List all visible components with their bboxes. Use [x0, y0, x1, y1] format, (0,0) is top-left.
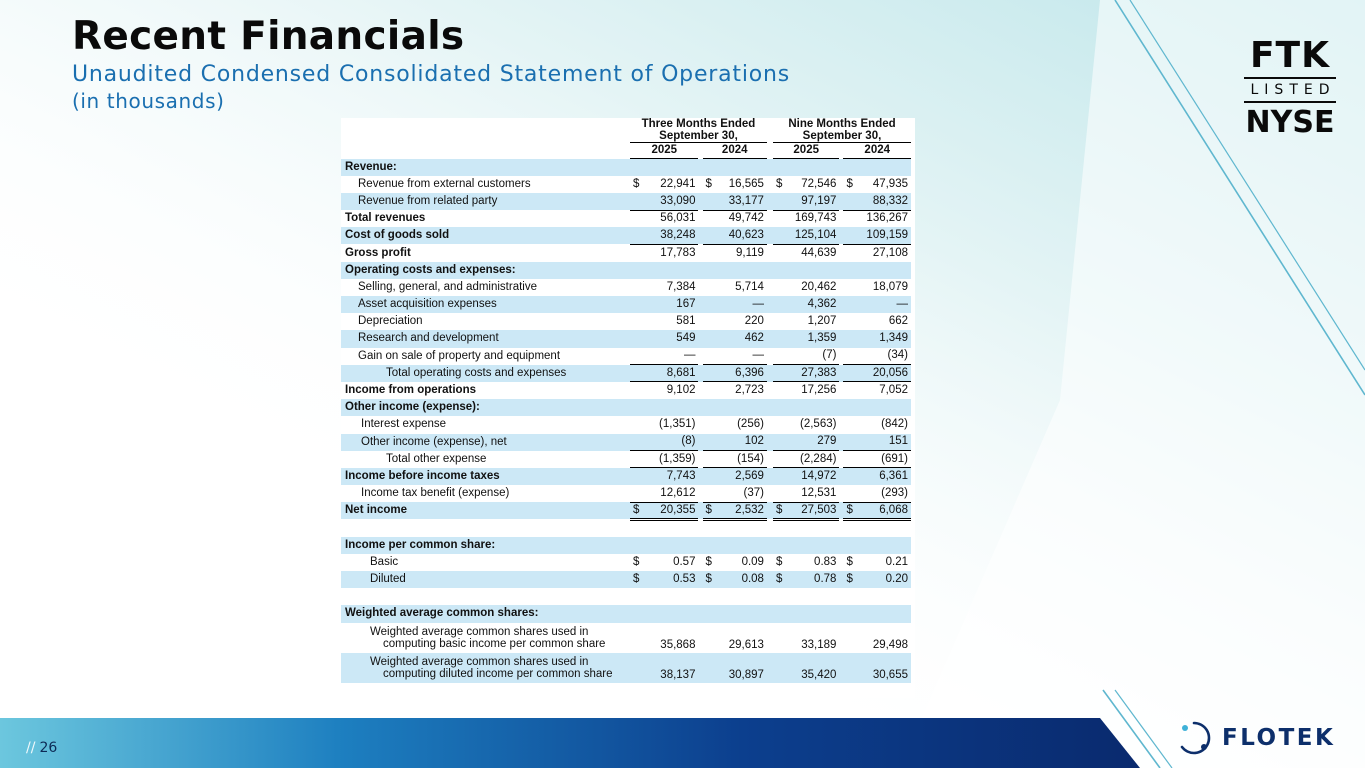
ticker-text: FTK [1249, 35, 1331, 76]
section-label: Weighted average common shares: [341, 605, 911, 622]
table-row [341, 416, 911, 433]
table-row [341, 653, 911, 683]
table-row [341, 210, 911, 227]
slide-subtitle: Unaudited Condensed Consolidated Statement of Operations [72, 62, 791, 87]
currency-sign: $ [846, 555, 853, 568]
header-text: September 30, [802, 130, 882, 142]
value-text: 0.20 [885, 573, 908, 586]
value-cell: 4,362 [773, 296, 839, 313]
table-row [341, 623, 911, 653]
value-text: 47,935 [872, 177, 908, 190]
row-label: Other income (expense), net [341, 434, 630, 451]
value-cell: 2,569 [703, 468, 767, 485]
table-row [341, 262, 911, 279]
value-cell: 279 [773, 434, 839, 451]
row-label: Research and development [341, 330, 630, 347]
currency-sign: $ [775, 503, 783, 516]
value-cell [773, 571, 839, 588]
currency-sign: $ [775, 573, 783, 586]
section-label: Income per common share: [341, 537, 911, 554]
value-text: 0.09 [741, 555, 764, 568]
currency-sign: $ [705, 503, 712, 516]
value-cell: 88,332 [843, 193, 911, 210]
value-cell: 49,742 [703, 210, 767, 227]
table-row [341, 279, 911, 296]
value-cell: 136,267 [843, 210, 911, 227]
value-cell: 27,383 [773, 365, 839, 382]
value-cell: 18,079 [872, 280, 908, 293]
value-text: 0.53 [673, 573, 696, 586]
value-text: 0.57 [673, 555, 696, 568]
row-label-line: computing diluted income per common share [383, 667, 613, 680]
value-cell: 40,623 [703, 227, 767, 244]
value-cell: 1,359 [773, 330, 839, 347]
flotek-mark-icon [1176, 720, 1212, 756]
currency-sign: $ [775, 555, 783, 568]
table-row [341, 244, 911, 261]
value-cell: 8,681 [630, 365, 698, 382]
row-label [341, 653, 630, 683]
value-cell: 169,743 [773, 210, 839, 227]
table-row [341, 330, 911, 347]
table-row [341, 468, 911, 485]
section-label: Other income (expense): [341, 399, 911, 416]
value-cell: (2,563) [800, 418, 837, 431]
listed-text: LISTED [1250, 82, 1336, 98]
currency-sign: $ [775, 177, 783, 190]
value-cell: 581 [676, 315, 696, 328]
value-cell [843, 554, 911, 571]
table-row [341, 227, 911, 244]
value-cell: (842) [881, 418, 908, 431]
table-header-row [341, 118, 911, 143]
value-cell: 33,090 [630, 193, 698, 210]
value-cell: (256) [737, 418, 764, 431]
value-cell: (154) [703, 451, 767, 468]
currency-sign: $ [633, 503, 640, 516]
value-text: 72,546 [801, 177, 837, 190]
row-label: Interest expense [361, 418, 447, 431]
row-label: Revenue from external customers [358, 177, 531, 190]
spacer-row [341, 519, 911, 536]
currency-sign: $ [705, 177, 712, 190]
value-cell: 29,498 [872, 638, 908, 651]
value-cell: 1,349 [843, 330, 911, 347]
value-cell [843, 571, 911, 588]
row-label: Depreciation [358, 315, 423, 328]
value-cell: 125,104 [773, 227, 839, 244]
value-cell: 2,723 [703, 382, 767, 399]
value-cell [630, 502, 698, 519]
value-cell: — [752, 349, 764, 362]
value-cell: 56,031 [630, 210, 698, 227]
page-number [26, 740, 57, 756]
value-cell: 33,189 [801, 638, 837, 651]
value-cell: 9,102 [630, 382, 698, 399]
value-text: 22,941 [660, 177, 696, 190]
value-cell: 151 [843, 434, 911, 451]
header-nine-months [773, 118, 911, 143]
row-label-line: computing basic income per common share [383, 637, 606, 650]
table-row [341, 296, 911, 313]
row-label-line: Weighted average common shares used in [370, 625, 589, 638]
value-cell: 5,714 [735, 280, 764, 293]
value-cell: 30,897 [703, 653, 767, 683]
value-cell: (37) [743, 486, 764, 499]
brand-name: FLOTEK [1222, 725, 1336, 751]
financial-table [341, 118, 911, 683]
page-number-text: 26 [39, 740, 58, 756]
units-note: (in thousands) [72, 89, 225, 113]
header-text: September 30, [659, 130, 738, 142]
value-cell: 29,613 [728, 638, 764, 651]
value-cell: 462 [703, 330, 767, 347]
table-row [341, 176, 911, 193]
value-text: 27,503 [801, 503, 837, 516]
value-cell: 109,159 [843, 227, 911, 244]
statement-of-operations-table [341, 118, 915, 698]
value-cell [773, 502, 839, 519]
row-label: Gross profit [345, 246, 411, 259]
value-cell: (34) [887, 349, 908, 362]
table-row [341, 382, 911, 399]
value-cell: 12,612 [660, 486, 696, 499]
table-row [341, 348, 911, 365]
currency-sign: $ [846, 177, 853, 190]
table-row [341, 571, 911, 588]
currency-sign: $ [633, 573, 640, 586]
currency-sign: $ [846, 503, 853, 516]
row-label: Total revenues [345, 212, 426, 225]
value-cell: (691) [843, 451, 911, 468]
row-label: Income from operations [345, 384, 476, 397]
row-label: Selling, general, and administrative [358, 280, 537, 293]
value-cell [630, 176, 698, 193]
value-cell: 97,197 [773, 193, 839, 210]
value-cell: 7,743 [630, 468, 698, 485]
value-cell [630, 571, 698, 588]
flotek-logo [1176, 716, 1356, 760]
table-row [341, 502, 911, 519]
row-label: Asset acquisition expenses [341, 296, 630, 313]
row-label-line: Weighted average common shares used in [370, 655, 589, 668]
value-cell: 35,420 [773, 653, 839, 683]
value-cell: (2,284) [773, 451, 839, 468]
currency-sign: $ [633, 177, 640, 190]
row-label: Net income [341, 502, 630, 519]
value-cell [703, 502, 767, 519]
value-cell [773, 176, 839, 193]
value-cell: 7,384 [666, 280, 696, 293]
value-cell: — [683, 349, 696, 362]
badge-divider [1244, 101, 1336, 103]
table-row [341, 554, 911, 571]
value-cell: 38,137 [630, 653, 698, 683]
year-header-row [341, 143, 911, 159]
header-text: Nine Months Ended [788, 118, 896, 130]
currency-sign: $ [846, 573, 853, 586]
row-label: Total operating costs and expenses [341, 365, 630, 382]
value-text: 0.08 [741, 573, 764, 586]
table-row [341, 485, 911, 502]
value-text: 16,565 [728, 177, 764, 190]
value-cell: 1,207 [807, 315, 837, 328]
value-cell: (293) [881, 486, 908, 499]
table-row [341, 159, 911, 176]
page-marker: // [26, 740, 36, 756]
currency-sign: $ [705, 573, 712, 586]
value-cell [843, 176, 911, 193]
section-label: Revenue: [341, 159, 911, 176]
value-cell: 167 [630, 296, 698, 313]
value-cell [703, 554, 767, 571]
value-cell: (7) [822, 349, 837, 362]
value-cell [773, 554, 839, 571]
year-header: 2024 [703, 143, 767, 159]
row-label: Diluted [341, 571, 630, 588]
table-row [341, 451, 911, 468]
value-cell: 7,052 [843, 382, 911, 399]
value-cell: 30,655 [843, 653, 911, 683]
value-cell: 220 [744, 315, 764, 328]
row-label: Total other expense [386, 452, 487, 465]
value-cell [843, 502, 911, 519]
row-label: Income tax benefit (expense) [361, 487, 510, 500]
value-cell: (1,351) [659, 418, 696, 431]
table-row [341, 434, 911, 451]
value-cell: 6,396 [703, 365, 767, 382]
value-cell: 12,531 [801, 486, 837, 499]
value-cell: (1,359) [630, 451, 698, 468]
value-cell: 17,783 [630, 244, 698, 261]
value-cell: 549 [630, 330, 698, 347]
year-header: 2025 [630, 143, 698, 159]
value-text: 0.78 [814, 573, 837, 586]
value-cell [703, 571, 767, 588]
value-text: 6,068 [879, 503, 908, 516]
value-cell [703, 176, 767, 193]
row-label: Basic [370, 555, 399, 568]
value-cell: 38,248 [630, 227, 698, 244]
header-three-months [630, 118, 767, 143]
table-row [341, 605, 911, 622]
table-row [341, 399, 911, 416]
currency-sign: $ [633, 555, 640, 568]
value-cell: (8) [630, 434, 698, 451]
table-row [341, 365, 911, 382]
row-label: Cost of goods sold [341, 227, 630, 244]
nyse-listing-badge [1240, 35, 1340, 140]
spacer-row [341, 588, 911, 605]
value-cell: 17,256 [773, 382, 839, 399]
value-cell: 35,868 [660, 638, 696, 651]
table-row [341, 193, 911, 210]
year-header: 2025 [773, 143, 839, 159]
value-text: 0.21 [885, 555, 908, 568]
currency-sign: $ [705, 555, 712, 568]
value-cell: 20,056 [843, 365, 911, 382]
badge-divider [1244, 77, 1336, 79]
value-cell: — [843, 296, 911, 313]
value-text: 0.83 [814, 555, 837, 568]
table-row [341, 537, 911, 554]
value-cell: 27,108 [843, 244, 911, 261]
slide-title: Recent Financials [72, 14, 465, 59]
value-cell: 20,462 [801, 280, 837, 293]
row-label [341, 623, 630, 653]
value-cell: 6,361 [843, 468, 911, 485]
row-label: Gain on sale of property and equipment [358, 349, 561, 362]
value-cell: 44,639 [773, 244, 839, 261]
value-cell: 9,119 [703, 244, 767, 261]
header-text: Three Months Ended [641, 118, 756, 130]
row-label: Revenue from related party [341, 193, 630, 210]
value-cell: 33,177 [703, 193, 767, 210]
row-label: Income before income taxes [341, 468, 630, 485]
value-text: 2,532 [735, 503, 764, 516]
value-text: 20,355 [660, 503, 696, 516]
section-label: Operating costs and expenses: [341, 262, 911, 279]
value-cell: 102 [703, 434, 767, 451]
value-cell: 14,972 [773, 468, 839, 485]
exchange-text: NYSE [1245, 105, 1335, 140]
value-cell: 662 [888, 315, 908, 328]
value-cell [630, 554, 698, 571]
year-header: 2024 [843, 143, 911, 159]
table-row [341, 313, 911, 330]
value-cell: — [703, 296, 767, 313]
